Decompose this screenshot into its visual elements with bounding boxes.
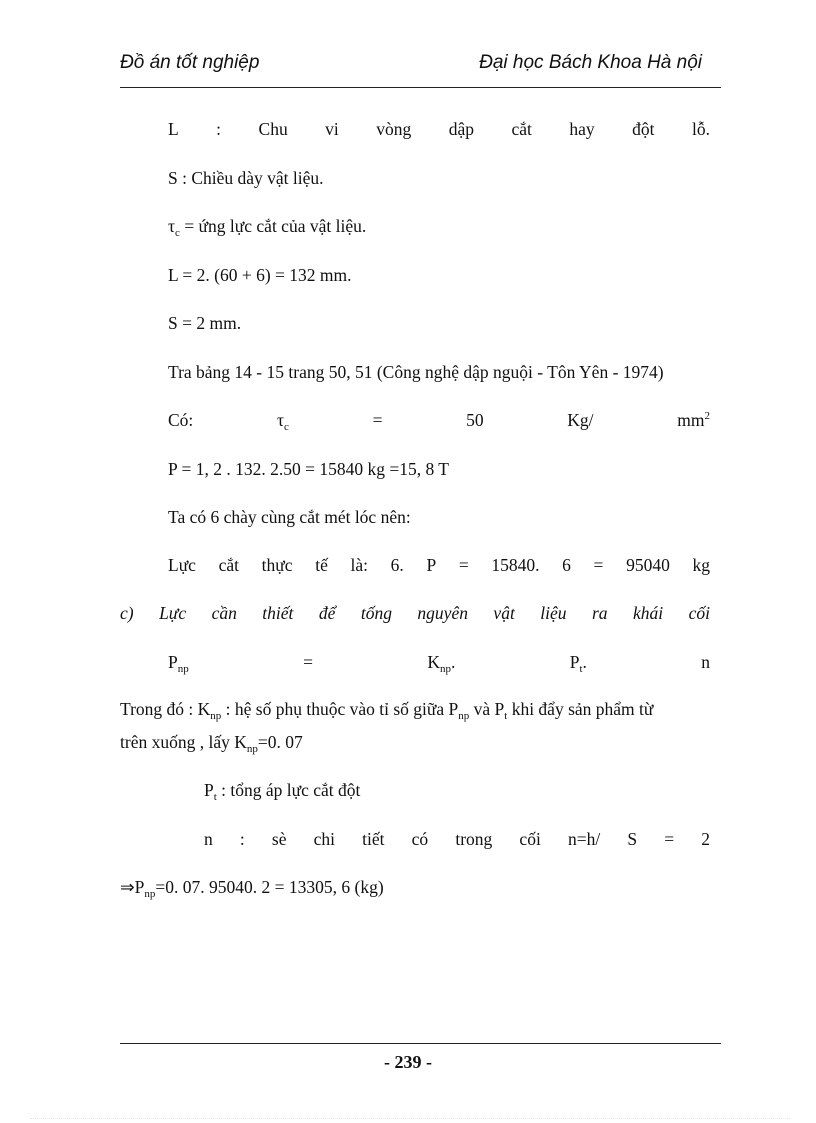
word: hay bbox=[569, 119, 595, 139]
word: Chu bbox=[258, 119, 288, 139]
paragraph-line-10 bbox=[168, 554, 710, 576]
word: đột bbox=[632, 119, 655, 139]
tau-symbol: τ bbox=[276, 410, 285, 430]
text: : tổng áp lực cắt đột bbox=[216, 780, 361, 800]
word: tế bbox=[315, 555, 328, 575]
word: cắt bbox=[511, 119, 532, 139]
word: = bbox=[303, 652, 313, 672]
paragraph-line-5: S = 2 mm. bbox=[168, 313, 242, 333]
header-left-title: Đồ án tốt nghiệp bbox=[120, 52, 260, 73]
subscript: np bbox=[246, 743, 258, 755]
paragraph-line-7 bbox=[168, 409, 710, 431]
word: Lực bbox=[168, 555, 196, 575]
text: =0. 07. 95040. 2 = 13305, 6 (kg) bbox=[155, 877, 384, 897]
subscript: t bbox=[504, 710, 508, 722]
word: sè bbox=[271, 829, 287, 849]
text: khi đẩy sản phẩm từ bbox=[507, 699, 654, 719]
paragraph-line-15 bbox=[204, 779, 360, 801]
word: P bbox=[426, 555, 437, 575]
subscript: np bbox=[144, 888, 156, 900]
paragraph-line-12 bbox=[168, 651, 710, 673]
word: dập bbox=[448, 119, 475, 139]
word: 2 bbox=[701, 829, 710, 849]
p-np bbox=[168, 651, 189, 673]
text: và P bbox=[469, 699, 505, 719]
word: 50 bbox=[466, 410, 484, 430]
footer-rule bbox=[120, 1043, 721, 1044]
word: Lực bbox=[159, 603, 187, 623]
word: Có: bbox=[168, 410, 194, 430]
word: kg bbox=[692, 555, 710, 575]
paragraph-line-1 bbox=[168, 118, 710, 140]
word: liệu bbox=[540, 603, 567, 623]
paragraph-line-3 bbox=[168, 215, 366, 237]
word: vi bbox=[325, 119, 339, 139]
tau-symbol: τ bbox=[168, 216, 176, 236]
paragraph-line-13 bbox=[120, 698, 653, 720]
tau-c bbox=[277, 409, 289, 431]
paragraph-line-8: P = 1, 2 . 132. 2.50 = 15840 kg =15, 8 T bbox=[168, 459, 449, 479]
word: trong bbox=[455, 829, 493, 849]
mm2 bbox=[677, 409, 710, 431]
word: tống bbox=[360, 603, 392, 623]
word: n bbox=[701, 652, 710, 672]
word: lỗ. bbox=[691, 119, 710, 139]
word: cối bbox=[519, 829, 541, 849]
paragraph-line-4: L = 2. (60 + 6) = 132 mm. bbox=[168, 265, 352, 285]
word: nguyên bbox=[417, 603, 468, 623]
subscript: np bbox=[210, 710, 222, 722]
text: = ứng lực cắt của vật liệu. bbox=[179, 216, 367, 236]
word: thực bbox=[261, 555, 293, 575]
word: 15840. bbox=[491, 555, 540, 575]
word: = bbox=[664, 829, 675, 849]
subscript: t bbox=[213, 791, 217, 803]
subscript: np bbox=[439, 663, 451, 675]
word: có bbox=[411, 829, 429, 849]
paragraph-line-16 bbox=[204, 828, 710, 850]
text: =0. 07 bbox=[257, 732, 303, 752]
word: chi bbox=[313, 829, 336, 849]
subscript: c bbox=[175, 227, 180, 239]
superscript: 2 bbox=[704, 410, 710, 422]
text: P bbox=[168, 652, 178, 672]
k-np bbox=[427, 651, 455, 673]
subscript: np bbox=[177, 663, 189, 675]
word: : bbox=[216, 119, 222, 139]
word: c) bbox=[120, 603, 134, 623]
p-t bbox=[570, 651, 587, 673]
text: ⇒P bbox=[120, 877, 145, 897]
word: L bbox=[168, 119, 179, 139]
text: . bbox=[450, 652, 456, 672]
word: 95040 bbox=[626, 555, 670, 575]
word: khái bbox=[632, 603, 664, 623]
word: để bbox=[318, 603, 336, 623]
word: = bbox=[372, 410, 383, 430]
word: vòng bbox=[376, 119, 412, 139]
text: Trong đó : K bbox=[120, 699, 211, 719]
subscript: c bbox=[284, 421, 289, 433]
text: trên xuống , lấy K bbox=[120, 732, 247, 752]
word: = bbox=[458, 555, 469, 575]
word: cần bbox=[211, 603, 237, 623]
word: cối bbox=[688, 603, 710, 623]
paragraph-line-11 bbox=[120, 602, 710, 624]
word: ra bbox=[591, 603, 608, 623]
page-number: - 239 - bbox=[384, 1052, 432, 1072]
word: thiết bbox=[262, 603, 294, 623]
word: n bbox=[204, 829, 213, 849]
word: 6 bbox=[562, 555, 571, 575]
word: 6. bbox=[390, 555, 404, 575]
text: mm bbox=[677, 410, 705, 430]
word: cắt bbox=[218, 555, 240, 575]
text: : hệ số phụ thuộc vào tỉ số giữa P bbox=[221, 699, 459, 719]
word: là: bbox=[350, 555, 368, 575]
word: tiết bbox=[362, 829, 385, 849]
word: n=h/ bbox=[567, 829, 601, 849]
text: K bbox=[427, 652, 440, 672]
paragraph-line-9: Ta có 6 chày cùng cắt mét lóc nên: bbox=[168, 507, 411, 527]
paragraph-line-17 bbox=[120, 876, 384, 898]
subscript: t bbox=[579, 663, 583, 675]
word: vật bbox=[493, 603, 515, 623]
page-edge bbox=[30, 1118, 790, 1119]
word: S bbox=[627, 829, 638, 849]
paragraph-line-14 bbox=[120, 731, 303, 753]
text: . bbox=[582, 652, 587, 672]
word: : bbox=[239, 829, 245, 849]
header-right-title: Đại học Bách Khoa Hà nội bbox=[479, 52, 702, 73]
word: Kg/ bbox=[567, 410, 594, 430]
header-rule bbox=[120, 87, 721, 88]
subscript: np bbox=[458, 710, 470, 722]
text: P bbox=[204, 780, 214, 800]
text: P bbox=[569, 652, 580, 672]
paragraph-line-6: Tra bảng 14 - 15 trang 50, 51 (Công nghệ dập nguội - Tôn Yên - 1974) bbox=[168, 362, 664, 382]
word: = bbox=[593, 555, 604, 575]
paragraph-line-2: S : Chiều dày vật liệu. bbox=[168, 168, 324, 188]
